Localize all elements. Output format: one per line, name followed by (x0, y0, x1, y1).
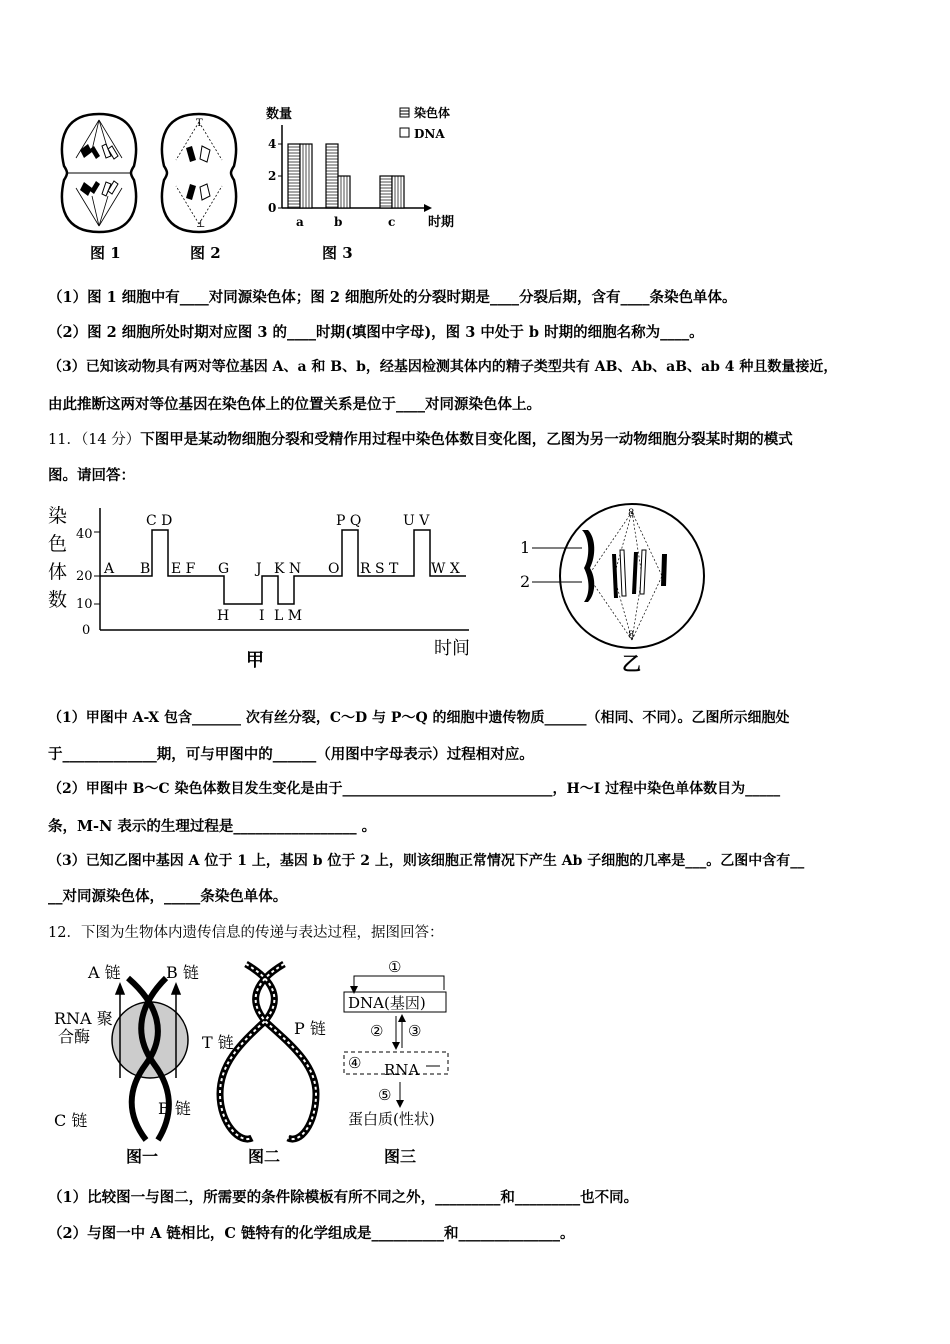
q12-fig3-rna: RNA (384, 1061, 420, 1079)
q12-fig2-caption: 图二 (248, 1147, 281, 1166)
q12-fig3-c5: ⑤ (378, 1086, 392, 1104)
q11-score: （14 分） (80, 432, 141, 448)
yi-caption: 乙 (622, 653, 642, 675)
q10-line-4: 由此推断这两对等位基因在染色体上的位置关系是位于____对同源染色体上。 (48, 396, 541, 413)
q11-line-6: __对同源染色体，_____条染色单体。 (48, 888, 288, 905)
jia-tick-10: 10 (76, 597, 93, 612)
jia-letter-WX: W X (431, 561, 460, 577)
chart-x-tick-label: c (388, 215, 396, 229)
q11-line-4: 条，M-N 表示的生理过程是_________________ 。 (48, 818, 377, 835)
jia-tick-40: 40 (76, 527, 93, 542)
jia-letter-J: J (256, 561, 262, 577)
q12-fig3-c1: ① (388, 958, 402, 976)
legend-chromosome-label: 染色体 (414, 106, 451, 120)
jia-y-title-3: 体 (48, 561, 68, 583)
chart-x-tick-label: b (334, 215, 343, 229)
q11-heading-text: 下图甲是某动物细胞分裂和受精作用过程中染色体数目变化图，乙图为另一动物细胞分裂某时期的模式 (140, 431, 793, 448)
q12-fig1-a-chain: A 链 (88, 963, 121, 982)
figure-cell-2 (154, 110, 244, 236)
jia-letter-I: I (259, 608, 265, 624)
chart-y-tick-label: 4 (268, 137, 277, 151)
jia-letter-A: A (104, 561, 115, 577)
jia-caption: 甲 (246, 650, 264, 671)
bar-b-chromosome (326, 144, 338, 208)
q10-line-2: （2）图 2 细胞所处时期对应图 3 的____时期(填图中字母)，图 3 中处于 b 时期的细胞名称为____。 (48, 324, 704, 341)
q12-fig1-c-chain: C 链 (54, 1111, 88, 1130)
bar-c-dna (392, 176, 404, 208)
jia-x-title: 时间 (434, 638, 470, 659)
jia-letter-PQ: P Q (336, 513, 362, 529)
jia-letter-RST: R S T (360, 561, 399, 577)
jia-letter-UV: U V (403, 513, 430, 529)
q12-fig2-t-chain: T 链 (202, 1033, 234, 1052)
jia-letter-EF: E F (171, 561, 196, 577)
bar-c-chromosome (380, 176, 392, 208)
jia-tick-0: 0 (82, 623, 91, 638)
figure-yi (516, 498, 716, 676)
q12-heading: 12．下图为生物体内遗传信息的传递与表达过程，据图回答： (48, 925, 444, 941)
q12-line-1: （1）比较图一与图二，所需要的条件除模板有所不同之外，_________和_________也不同。 (48, 1189, 639, 1206)
q11-heading (48, 428, 793, 449)
q12-fig3-c2: ② (370, 1022, 384, 1040)
q11-line-3: （2）甲图中 B～C 染色体数目发生变化是由于______________________________，H～I 过程中染色单体数目为_____ (48, 781, 781, 797)
jia-letter-H: H (217, 608, 230, 624)
figure-2-caption: 图 2 (190, 244, 221, 262)
jia-y-title-2: 色 (48, 533, 68, 555)
legend-chromosome-swatch (400, 108, 409, 117)
q12-fig1-rna-pol-1: RNA 聚 (54, 1009, 113, 1028)
chart-x-tick-label: a (296, 215, 304, 229)
q11-line-2: 于_____________期，可与甲图中的______（用图中字母表示）过程相对应。 (48, 746, 534, 763)
jia-letter-G: G (218, 561, 230, 577)
svg-text:8: 8 (628, 630, 635, 641)
yi-label-1: 1 (520, 538, 531, 557)
jia-letter-KN: K N (274, 561, 302, 577)
figure-1-caption: 图 1 (90, 244, 121, 262)
legend-dna-label: DNA (414, 127, 445, 141)
q10-line-3: （3）已知该动物具有两对等位基因 A、a 和 B、b，经基因检测其体内的精子类型共有 AB、Ab、aB、ab 4 种且数量接近， (48, 359, 838, 375)
q12-line-2: （2）与图一中 A 链相比，C 链特有的化学组成是__________和______________。 (48, 1225, 575, 1242)
chart-y-tick-label: 2 (268, 169, 277, 183)
q11-number: 11． (48, 432, 81, 448)
chart-y-tick-label: 0 (268, 201, 277, 215)
q11-heading-line-2: 图。请回答： (48, 467, 135, 484)
jia-letter-B: B (140, 561, 151, 577)
q12-fig3-c4: ④ (348, 1054, 362, 1072)
svg-text:8: 8 (628, 508, 635, 519)
q12-fig3-protein: 蛋白质(性状) (348, 1110, 435, 1128)
figure-q12-3 (340, 954, 460, 1170)
q10-line-1: （1）图 1 细胞中有____对同源染色体；图 2 细胞所处的分裂时期是____分裂后期，含有____条染色单体。 (48, 289, 737, 306)
chart-x-axis-title: 时期 (428, 215, 455, 230)
jia-y-title-1: 染 (48, 505, 68, 527)
figure-q12-2 (200, 954, 340, 1170)
jia-letter-LM: L M (274, 608, 303, 624)
svg-text:T: T (196, 118, 203, 129)
legend-dna-swatch (400, 128, 409, 137)
jia-tick-20: 20 (76, 569, 93, 584)
bar-a-dna (300, 144, 312, 208)
q12-fig1-rna-pol-2: 合酶 (58, 1027, 91, 1046)
figure-3-caption: 图 3 (322, 244, 353, 262)
bar-b-dna (338, 176, 350, 208)
figure-3-chart (258, 100, 468, 235)
figure-jia (44, 498, 484, 676)
jia-letter-O: O (328, 561, 340, 577)
q12-fig3-dna: DNA(基因) (348, 994, 426, 1012)
q12-fig1-caption: 图一 (126, 1147, 159, 1166)
jia-letter-CD: C D (146, 513, 173, 529)
q12-fig2-p-chain: P 链 (294, 1019, 326, 1038)
q11-line-1: （1）甲图中 A-X 包含_______ 次有丝分裂，C～D 与 P～Q 的细胞中遗传物质______（相同、不同）。乙图所示细胞处 (48, 710, 790, 726)
q12-fig3-caption: 图三 (384, 1147, 417, 1166)
q12-fig3-c3: ③ (408, 1022, 422, 1040)
jia-y-title-4: 数 (48, 589, 68, 611)
yi-label-2: 2 (520, 572, 531, 591)
chart-y-axis-title: 数量 (266, 107, 293, 122)
figure-q12-1 (48, 954, 208, 1170)
q11-line-5: （3）已知乙图中基因 A 位于 1 上，基因 b 位于 2 上，则该细胞正常情况下产生 Ab 子细胞的几率是___。乙图中含有__ (48, 853, 805, 869)
figure-cell-1 (54, 110, 144, 236)
q12-fig1-b-chain-top: B 链 (166, 963, 199, 982)
bar-a-chromosome (288, 144, 300, 208)
svg-text:⊥: ⊥ (196, 219, 206, 230)
q12-fig1-b-chain-bottom: B 链 (158, 1099, 191, 1118)
